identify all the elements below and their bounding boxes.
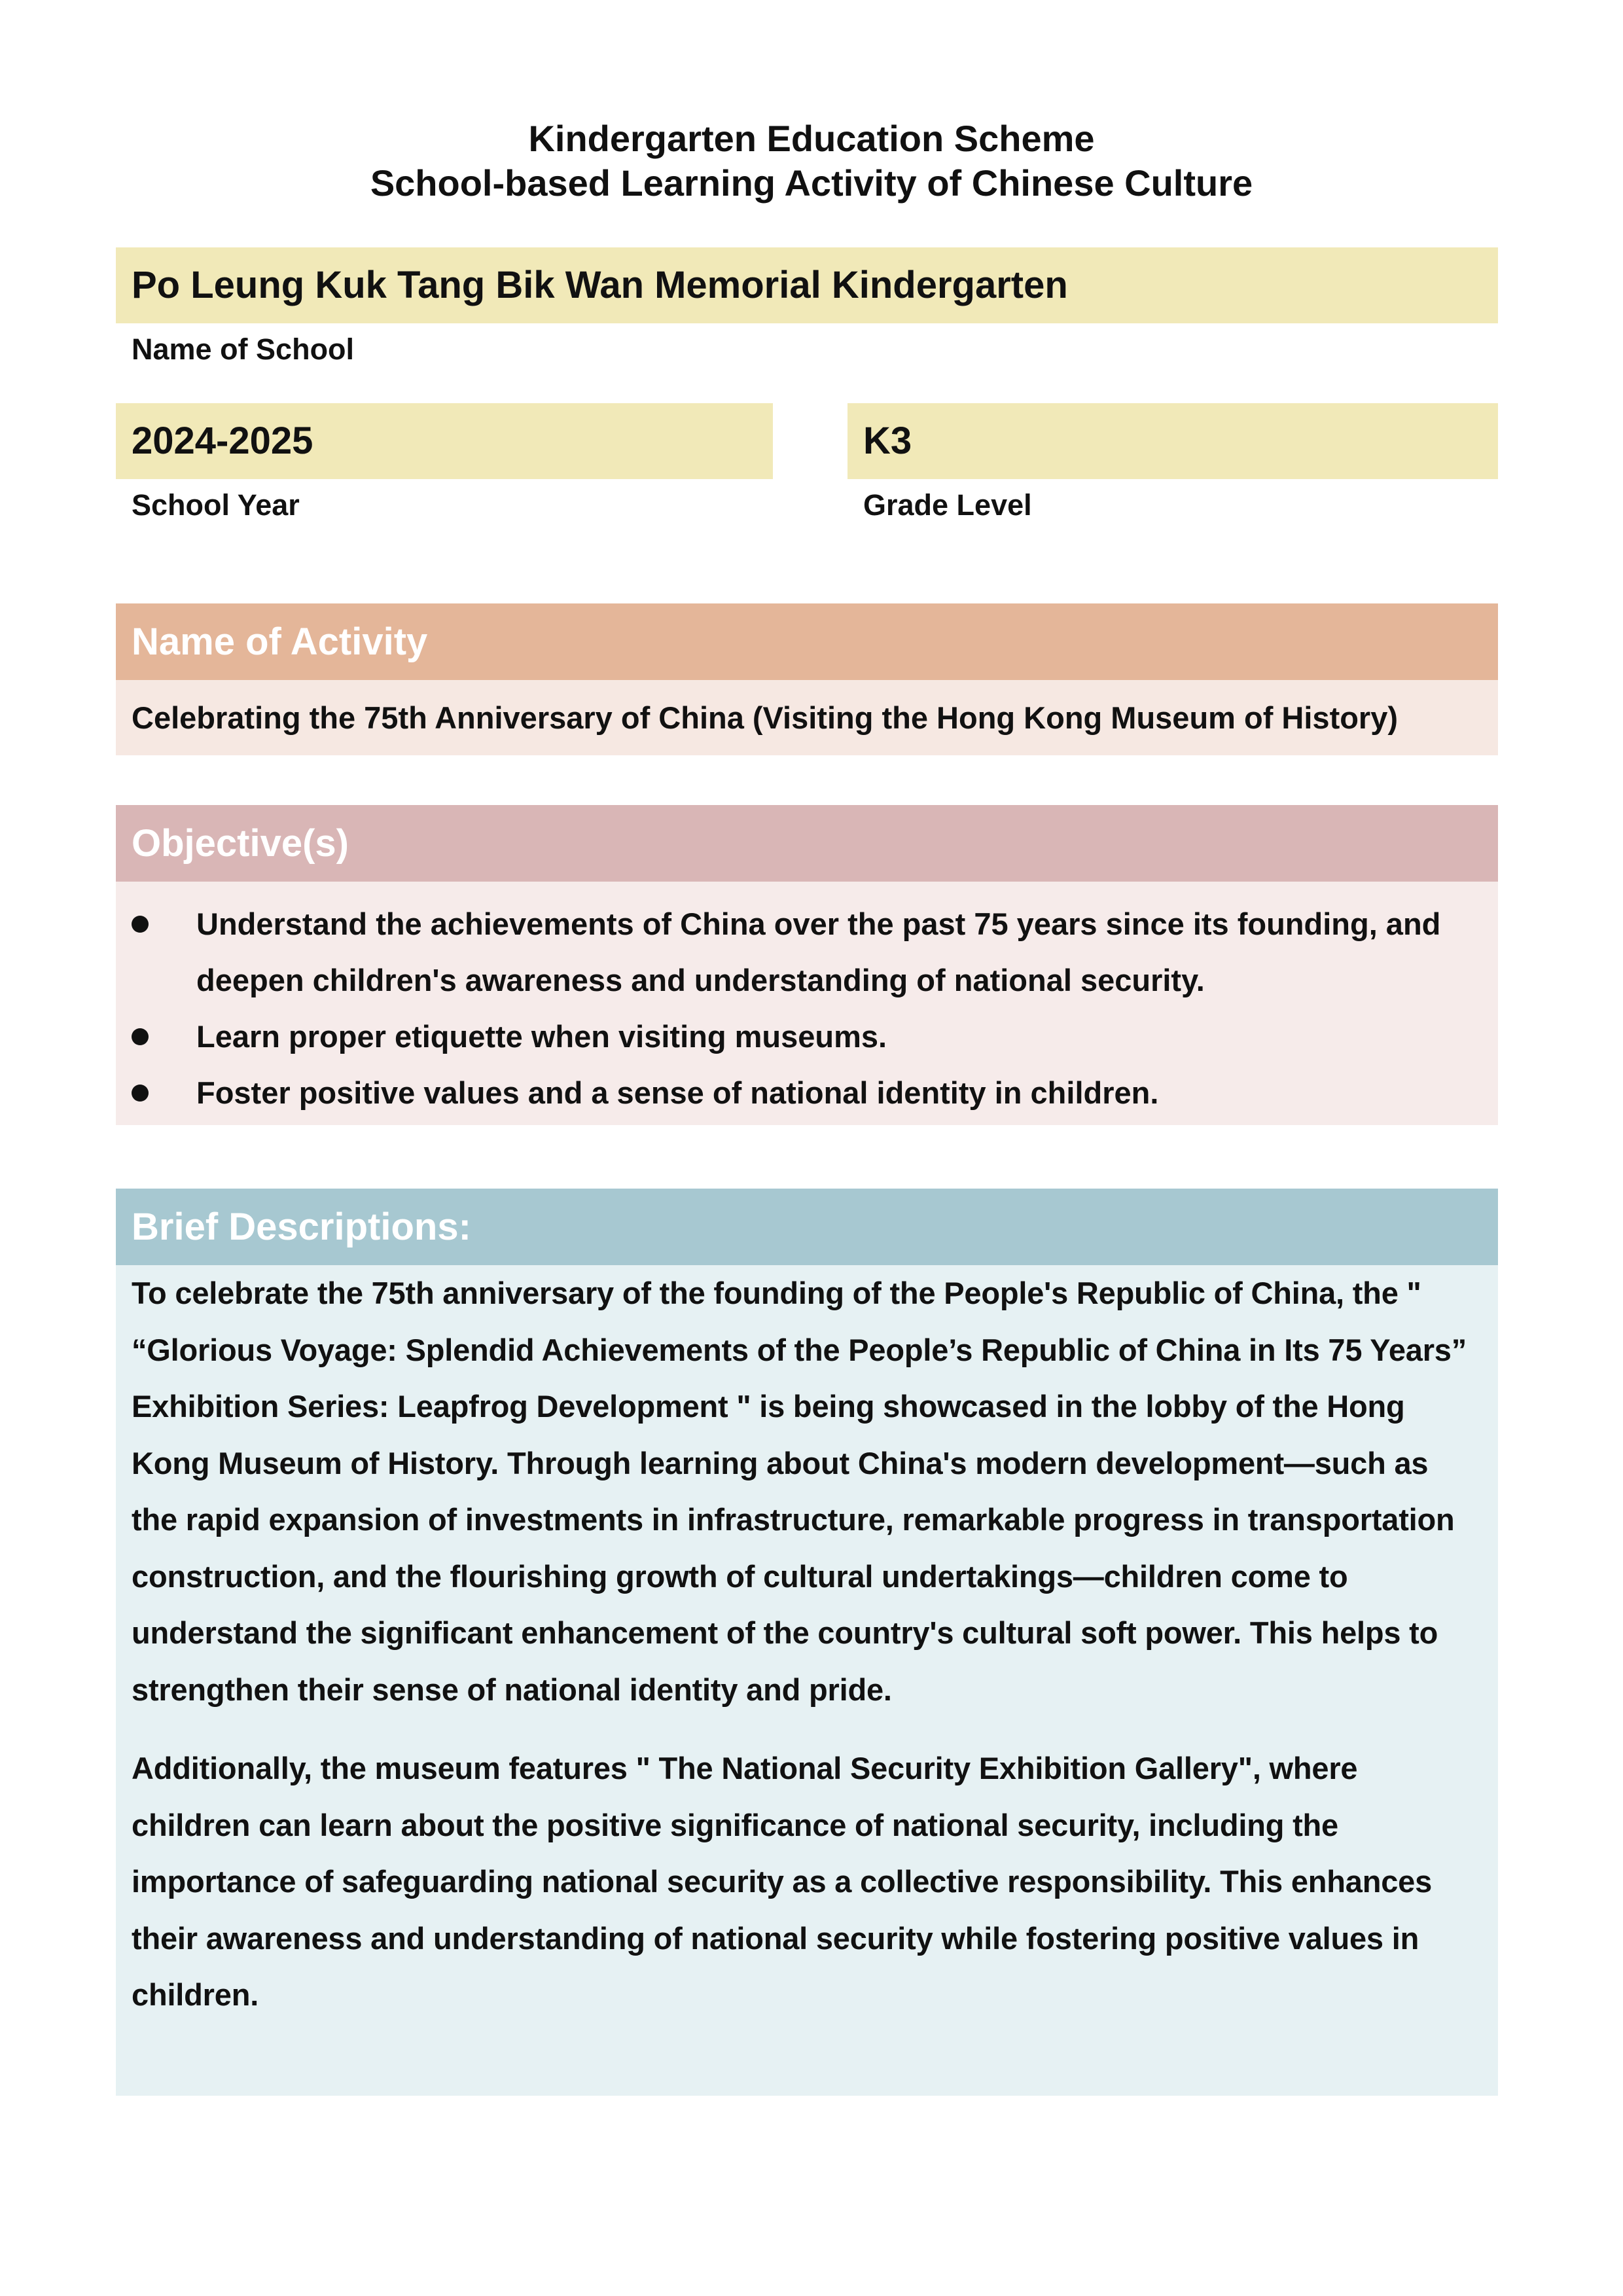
bullet-icon (132, 916, 149, 933)
school-year-field: 2024-2025 (116, 403, 773, 479)
activity-heading: Name of Activity (116, 603, 1498, 680)
description-paragraph: To celebrate the 75th anniversary of the founding of the People's Republic of China, the " “Glorious Voyage: Splendid Achievements of the People’s Republic of China in Its 75 Years” Exhibition Series: Leapfrog Development " is being showcased in the lobby of the Hong Kong Museum of History. Through learning about China's modern development—such as the rapid expansion of investments in infrastructure, remarkable progress in transportation construction, and the flourishing growth of cultural undertakings—children come to understand the significant enhancement of the country's cultural soft power. This helps to strengthen their sense of national identity and pride. (132, 1276, 1467, 1707)
objective-text: Understand the achievements of China over the past 75 years since its founding, and deepen children's awareness and understanding of national security. (196, 906, 1441, 997)
description-heading: Brief Descriptions: (116, 1189, 1498, 1265)
grade-level-label: Grade Level (863, 488, 1032, 522)
school-name-label: Name of School (132, 332, 355, 366)
objectives-list (116, 882, 1498, 1125)
objective-text: Learn proper etiquette when visiting museums. (196, 1019, 887, 1054)
school-year-label: School Year (132, 488, 300, 522)
objective-item (116, 1009, 1498, 1065)
description-body (116, 1265, 1498, 2096)
objective-item (116, 1065, 1498, 1121)
title-line-1: Kindergarten Education Scheme (528, 118, 1095, 159)
school-name-field: Po Leung Kuk Tang Bik Wan Memorial Kindergarten (116, 247, 1498, 323)
objective-text: Foster positive values and a sense of national identity in children. (196, 1075, 1159, 1110)
description-paragraph: Additionally, the museum features " The National Security Exhibition Gallery", where children can learn about the positive significance of national security, including the importance of safeguarding national security as a collective responsibility. This enhances their awareness and understanding of national security while fostering positive values in children. (132, 1751, 1433, 2012)
objective-item (116, 896, 1498, 1009)
grade-level-field: K3 (847, 403, 1498, 479)
bullet-icon (132, 1085, 149, 1102)
bullet-icon (132, 1028, 149, 1045)
objectives-heading: Objective(s) (116, 805, 1498, 882)
page-title (0, 117, 1623, 206)
activity-name: Celebrating the 75th Anniversary of China (Visiting the Hong Kong Museum of History) (116, 680, 1498, 755)
title-line-2: School-based Learning Activity of Chinese Culture (370, 162, 1253, 204)
